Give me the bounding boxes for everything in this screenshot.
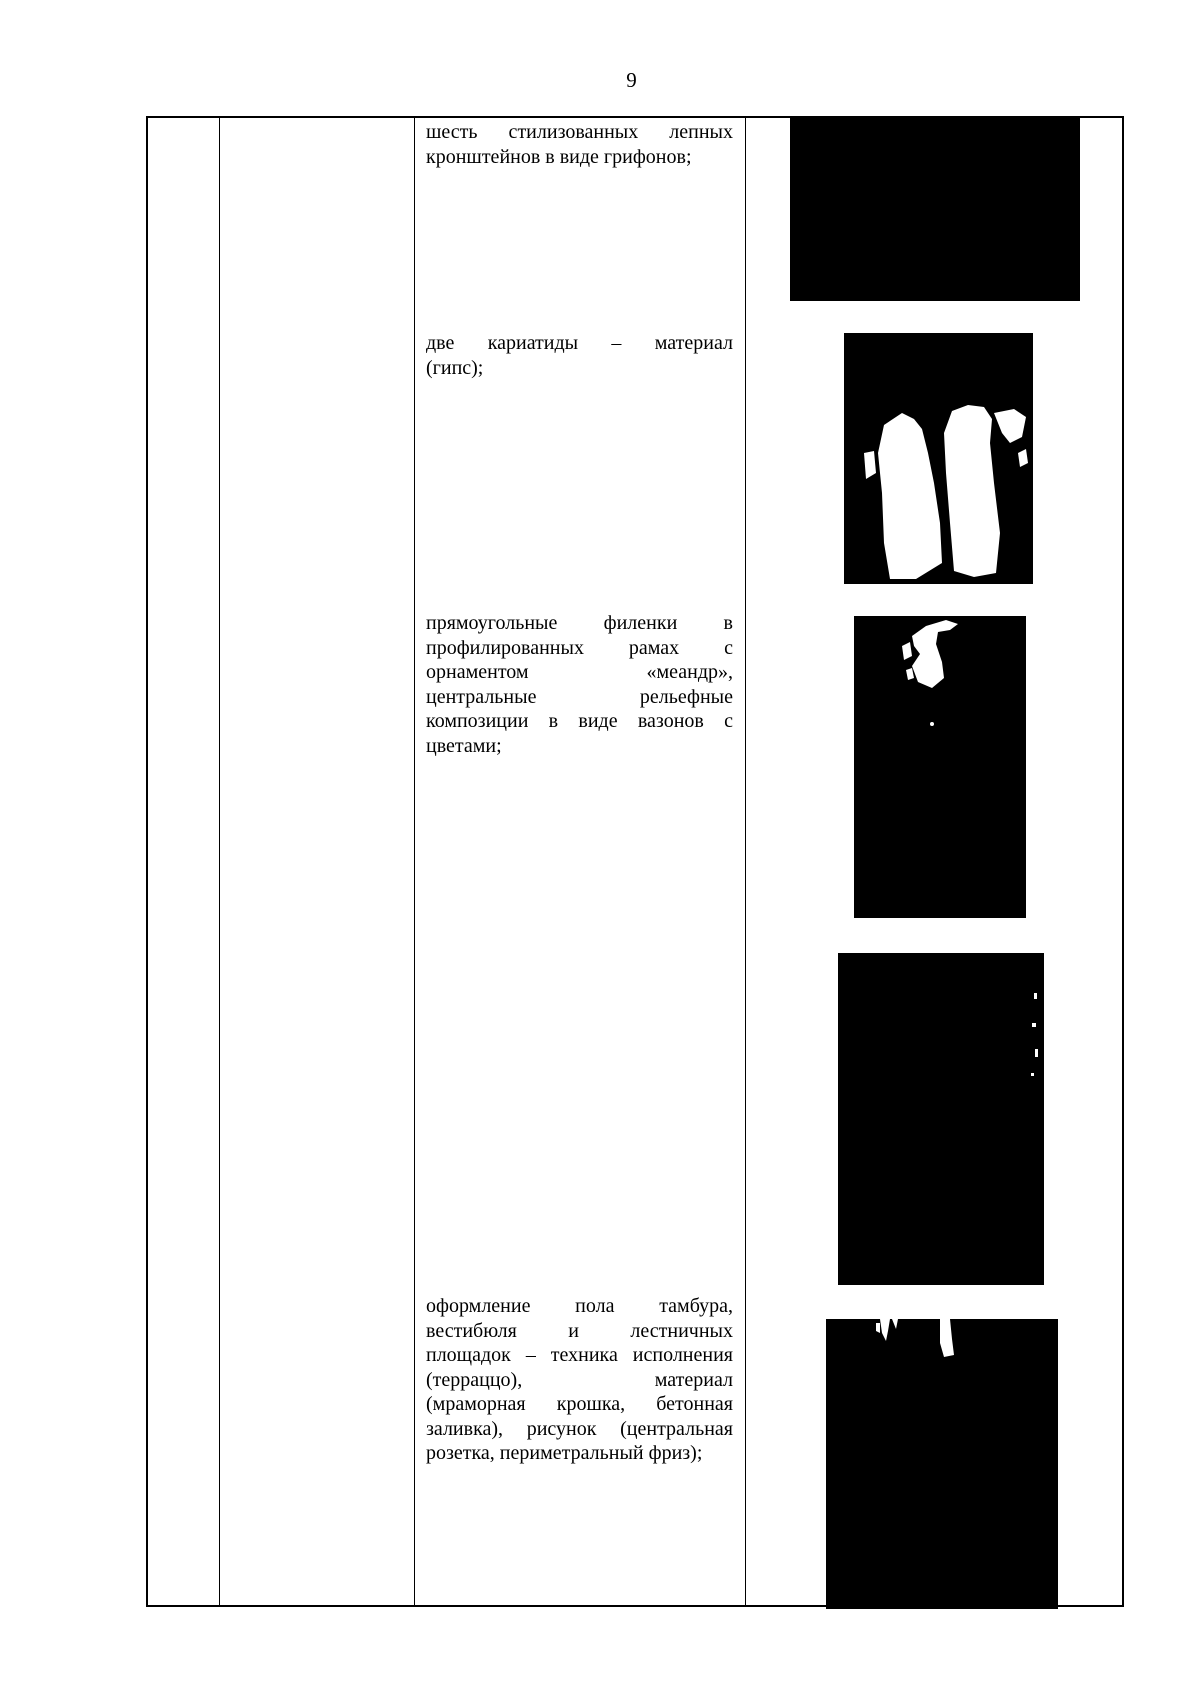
description-line: кронштейнов в виде грифонов; [426,145,692,168]
terrazzo-floor-highlights [826,1319,1058,1609]
caryatids-highlights [844,333,1033,584]
description-line: прямоугольные филенки в [426,612,733,634]
panels-detail-photo [838,953,1044,1285]
description-line: шесть стилизованных лепных [426,121,733,143]
description-line: две кариатиды – материал [426,332,733,354]
description-line: оформление пола тамбура, [426,1295,733,1317]
panels-detail-highlights [838,953,1044,1285]
description-caryatids [426,331,733,380]
panels-highlights [854,616,1026,918]
description-line: заливка), рисунок (центральная [426,1417,733,1440]
gryphon-brackets-photo [790,118,1080,301]
description-gryphon-brackets [426,120,733,169]
column-divider-2 [414,118,415,1605]
description-line: (гипс); [426,356,484,379]
description-terrazzo-floor [426,1294,733,1466]
column-divider-1 [219,118,220,1605]
description-line: профилированных рамах с [426,636,733,659]
panels-photo [854,616,1026,918]
description-line: орнаментом «меандр», [426,661,733,683]
description-line: площадок – техника исполнения [426,1344,733,1366]
description-line: розетка, периметральный фриз); [426,1442,703,1464]
description-line: центральные рельефные [426,685,733,708]
description-line: (мраморная крошка, бетонная [426,1393,733,1415]
caryatids-photo [844,333,1033,584]
heritage-elements-table [146,116,1124,1607]
terrazzo-floor-photo [826,1319,1058,1609]
description-line: (терраццо), материал [426,1368,733,1391]
description-line: композиции в виде вазонов с [426,710,733,732]
column-divider-3 [745,118,746,1605]
description-line: цветами; [426,734,502,757]
description-line: вестибюля и лестничных [426,1319,733,1342]
page-number: 9 [626,68,637,92]
description-panels [426,611,733,758]
